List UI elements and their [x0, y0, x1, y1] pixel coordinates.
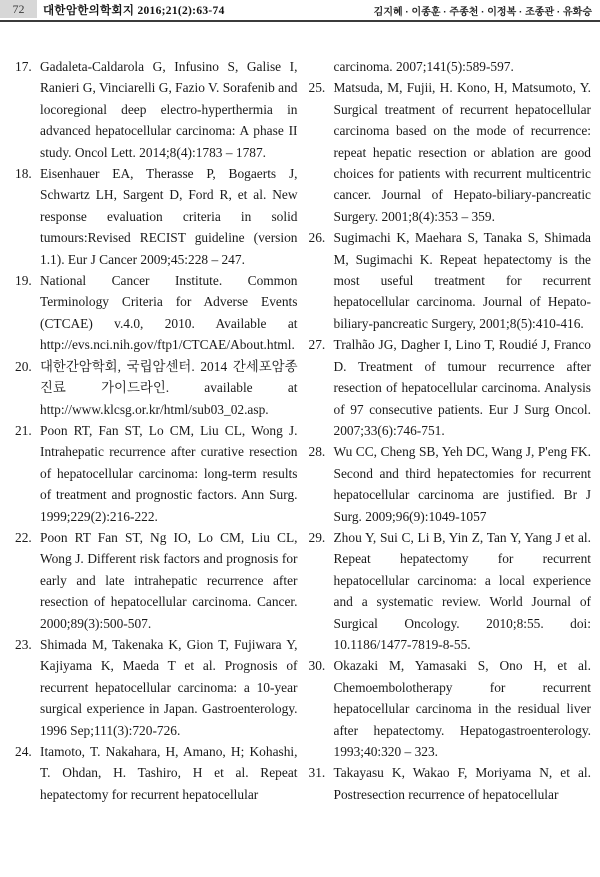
reference-item — [309, 334, 592, 441]
reference-item — [309, 441, 592, 527]
page-number-box — [0, 0, 37, 18]
reference-text: Zhou Y, Sui C, Li B, Yin Z, Tan Y, Yang J et al. Repeat hepatectomy for recurrent hepatocellular carcinoma: a local experience and a systematic review. World Journal of Surgical Oncology. 2010;8:55. doi: 10.1186/1477-7819-8-55. — [333, 529, 591, 652]
reference-number: 17. — [15, 59, 32, 74]
reference-text: National Cancer Institute. Common Terminology Criteria for Adverse Events (CTCAE) v.4.0, 2010. Available at http://evs.nci.nih.gov/ftp1/CTCAE/About.html. — [40, 273, 298, 353]
journal-citation: 대한암한의학회지 2016;21(2):63-74 — [43, 5, 225, 17]
reference-number: 23. — [15, 636, 32, 652]
reference-text: carcinoma. 2007;141(5):589-597. — [333, 59, 514, 74]
page-number: 72 — [12, 1, 25, 16]
reference-item — [15, 163, 298, 270]
reference-item — [309, 77, 592, 227]
reference-number: 19. — [15, 273, 32, 289]
reference-text: Poon RT Fan ST, Ng IO, Lo CM, Liu CL, Wong J. Different risk factors and prognosis for early and late intrahepatic recurrence after resection of hepatocellular carcinoma. Cancer. 2000;89(3):500-507. — [40, 529, 298, 631]
reference-item — [309, 227, 592, 334]
references-column-right — [309, 56, 592, 805]
references-section — [15, 56, 591, 805]
reference-text: Matsuda, M, Fujii, H. Kono, H, Matsumoto, Y. Surgical treatment of recurrent hepatocellular carcinoma based on the mode of recurrence: repeat hepatic resection or ablation are good choices for patients with recurrent multicentric cancer. Journal of Hepato-biliary-pancreatic Surgery. 2001;8(4):353 – 359. — [333, 80, 591, 224]
reference-number: 24. — [15, 744, 32, 759]
reference-number: 20. — [15, 358, 32, 374]
reference-number: 26. — [308, 230, 326, 246]
reference-item — [309, 527, 592, 655]
reference-text: Poon RT, Fan ST, Lo CM, Liu CL, Wong J. Intrahepatic recurrence after curative resection of hepatocellular carcinoma: long-term results of treatment and prognostic factors. Ann Surg. 1999;229(2):216-222. — [40, 422, 298, 524]
reference-text: Eisenhauer EA, Therasse P, Bogaerts J, Schwartz LH, Sargent D, Ford R, et al. New response evaluation criteria in solid tumours:Revised RECIST guideline (version 1.1). Eur J Cancer 2009;45:228 – 247. — [40, 166, 298, 267]
reference-text: Takayasu K, Wakao F, Moriyama N, et al. Postresection recurrence of hepatocellular — [333, 765, 591, 802]
reference-item — [309, 762, 592, 805]
reference-text: Wu CC, Cheng SB, Yeh DC, Wang J, P'eng FK. Second and third hepatectomies for recurrent hepatocellular carcinoma are justified. Br J Surg. 2009;96(9):1049-1057 — [333, 444, 591, 524]
reference-number: 30. — [308, 658, 326, 674]
reference-number: 28. — [308, 444, 326, 460]
reference-item — [15, 420, 298, 527]
reference-item — [15, 356, 298, 420]
reference-text: Sugimachi K, Maehara S, Tanaka S, Shimada M, Sugimachi K. Repeat hepatectomy is the most useful treatment for recurrent hepatocellular carcinoma. Journal of Hepato-biliary-pancreatic Surgery, 2001;8(5):410-416. — [333, 230, 591, 331]
reference-item — [309, 655, 592, 762]
reference-number — [309, 56, 334, 77]
reference-number: 18. — [15, 166, 32, 182]
reference-text: Okazaki M, Yamasaki S, Ono H, et al. Chemoembolotherapy for recurrent hepatocellular carcinoma in the residual liver after hepatectomy. Hepatogastroenterology. 1993;40:320 – 323. — [333, 658, 591, 759]
reference-number: 29. — [308, 529, 326, 545]
reference-text: Tralhão JG, Dagher I, Lino T, Roudié J, Franco D. Treatment of tumour recurrence after resection of hepatocellular carcinoma. Analysis of 97 consecutive patients. Eur J Surg Oncol. 2007;33(6):746-751. — [333, 337, 591, 438]
reference-item — [309, 56, 592, 77]
reference-text: Itamoto, T. Nakahara, H, Amano, H; Kohashi, T. Ohdan, H. Tashiro, H et al. Repeat hepatectomy for recurrent hepatocellular — [40, 744, 298, 802]
reference-item — [15, 634, 298, 741]
reference-number: 27. — [308, 337, 326, 353]
reference-item — [15, 527, 298, 634]
reference-text: Gadaleta-Caldarola G, Infusino S, Galise I, Ranieri G, Vinciarelli G, Fazio V. Sorafenib and locoregional deep electro-hyperthermia in advanced hepatocellular carcinoma: A phase II study. Oncol Lett. 2014;8(4):1783 – 1787. — [40, 59, 298, 160]
reference-number: 31. — [308, 765, 326, 781]
header-divider — [0, 20, 600, 22]
reference-number: 25. — [308, 80, 326, 96]
references-column-left — [15, 56, 298, 805]
reference-item — [15, 741, 298, 805]
authors-list: 김지혜 · 이종훈 · 주종천 · 이정복 · 조종관 · 유화승 — [373, 7, 592, 18]
reference-number: 22. — [15, 529, 32, 545]
reference-number: 21. — [15, 422, 32, 438]
reference-text: Shimada M, Takenaka K, Gion T, Fujiwara Y, Kajiyama K, Maeda T et al. Prognosis of recurrent hepatocellular carcinoma: a 10-year surgical experience in Japan. Gastroenterology. 1996 Sep;111(3):720-726. — [40, 636, 298, 738]
reference-item — [15, 56, 298, 163]
reference-text: 대한간암학회, 국립암센터. 2014 간세포암종 진료 가이드라인. available at http://www.klcsg.or.kr/html/sub03_02.asp. — [40, 358, 298, 417]
reference-item — [15, 270, 298, 356]
